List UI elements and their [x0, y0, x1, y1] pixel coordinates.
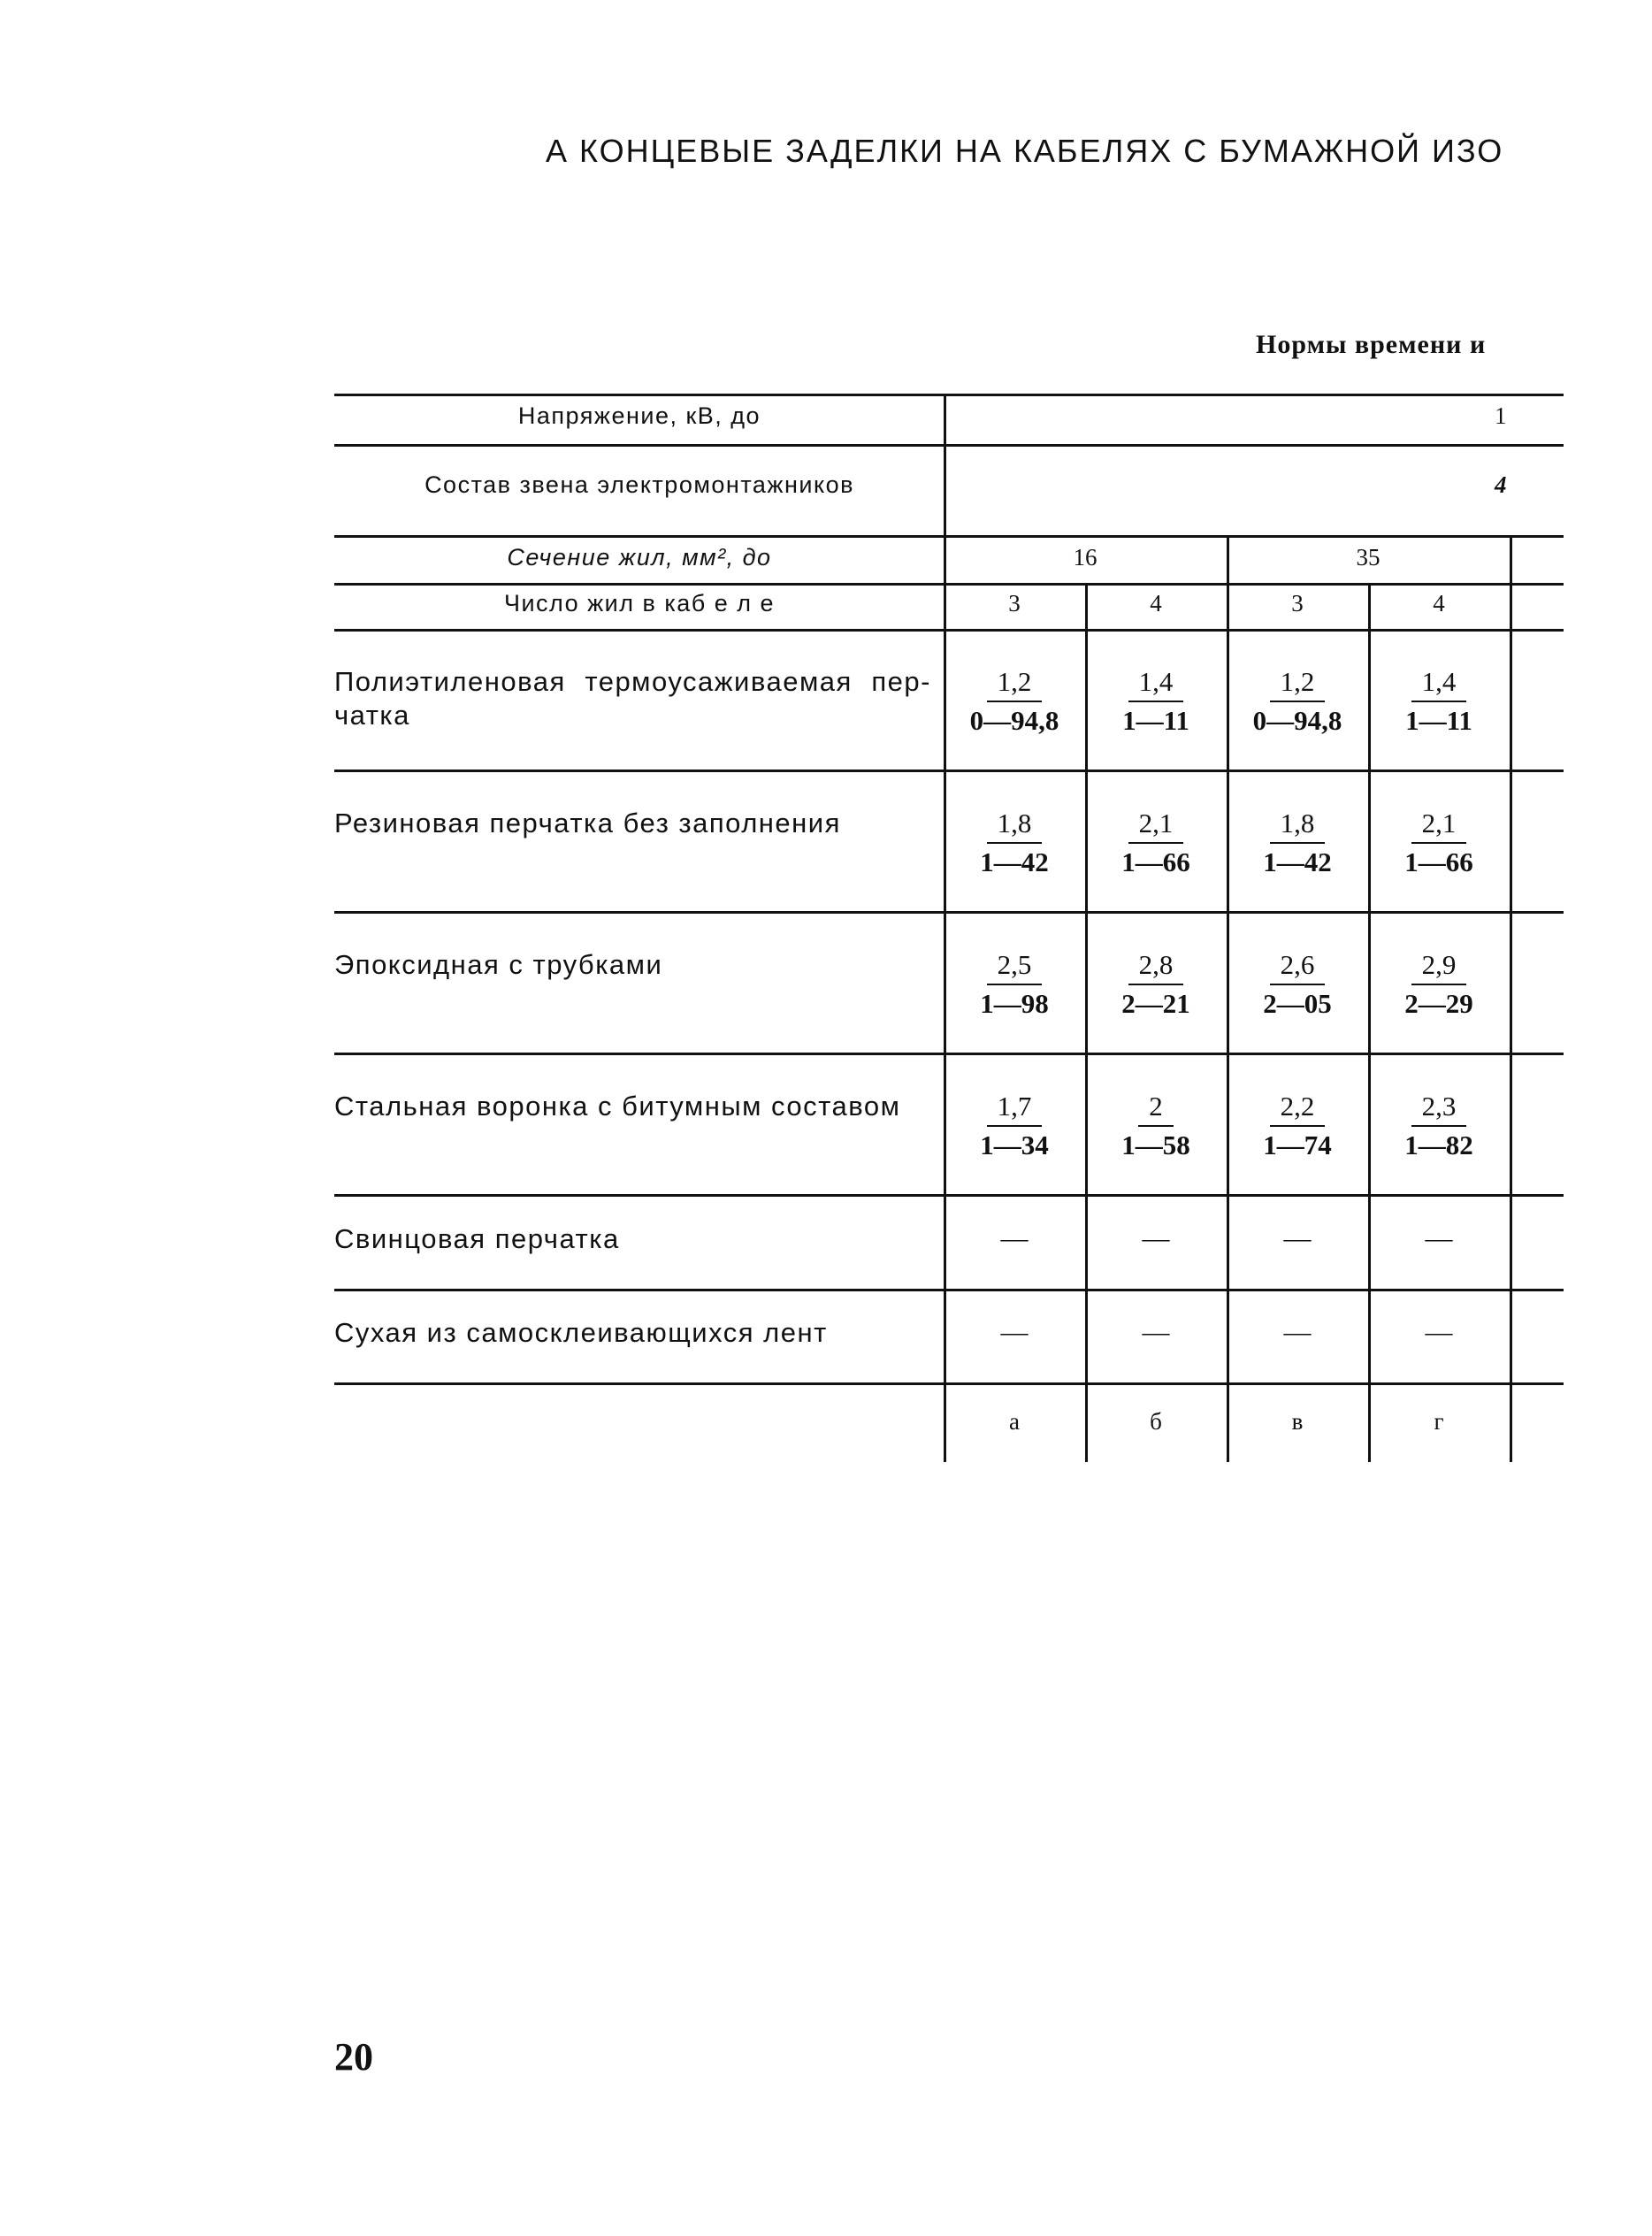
- section-heading: А КОНЦЕВЫЕ ЗАДЕЛКИ НА КАБЕЛЯХ С БУМАЖНОЙ ИЗО: [546, 133, 1504, 169]
- time-norm: 1,4: [1411, 665, 1467, 702]
- empty-cell: —: [1000, 1222, 1029, 1253]
- cores-value: 3: [1291, 590, 1304, 616]
- rule: [334, 770, 1564, 772]
- empty-cell: —: [1283, 1316, 1312, 1347]
- cores-value: 4: [1150, 590, 1162, 616]
- price: 1—74: [1263, 1129, 1332, 1160]
- cores-value: 3: [1008, 590, 1021, 616]
- time-norm: 2,9: [1411, 948, 1467, 985]
- time-norm: 2,6: [1270, 948, 1326, 985]
- rule: [334, 1053, 1564, 1055]
- row-label-polyethylene-glove: Полиэтиленовая термоусаживаемая пер-чатка: [334, 666, 931, 731]
- cores-label: Число жил в каб е л е: [503, 590, 776, 616]
- section-value-16: 16: [1073, 544, 1098, 570]
- rule: [334, 535, 1564, 538]
- norm-cell: [1368, 1090, 1510, 1164]
- empty-cell: —: [1142, 1316, 1170, 1347]
- time-norm: 1,8: [987, 807, 1043, 844]
- time-norm: 2,1: [1411, 807, 1467, 844]
- row-label-steel-funnel: Стальная воронка с битумным составом: [334, 1091, 901, 1122]
- norm-cell: [1085, 665, 1227, 739]
- rule: [334, 629, 1564, 632]
- rule-top: [334, 394, 1564, 396]
- norm-cell: [1368, 665, 1510, 739]
- column-divider: [1510, 535, 1512, 1462]
- norm-cell: [1085, 1090, 1227, 1164]
- rule: [334, 583, 1564, 586]
- time-norm: 1,8: [1270, 807, 1326, 844]
- cores-value: 4: [1433, 590, 1445, 616]
- norm-cell: [1227, 948, 1368, 1022]
- time-norm: 1,7: [987, 1090, 1043, 1127]
- price: 1—11: [1405, 705, 1472, 736]
- row-label-rubber-glove: Резиновая перчатка без заполнения: [334, 808, 841, 838]
- rule: [334, 1289, 1564, 1291]
- price: 1—98: [980, 988, 1049, 1019]
- column-letter: а: [1009, 1408, 1020, 1435]
- page-number: 20: [334, 2035, 373, 2079]
- section-label: Сечение жил, мм², до: [507, 544, 772, 570]
- norm-cell: [944, 665, 1085, 739]
- norm-cell: [1085, 948, 1227, 1022]
- price: 0—94,8: [1252, 705, 1342, 736]
- section-value-35: 35: [1356, 544, 1380, 570]
- crew-label: Состав звена электромонтажников: [424, 471, 854, 498]
- time-norm: 2,5: [987, 948, 1043, 985]
- empty-cell: —: [1425, 1316, 1453, 1347]
- column-letter: г: [1434, 1408, 1444, 1435]
- norm-cell: [944, 948, 1085, 1022]
- time-norm: 2,3: [1411, 1090, 1467, 1127]
- empty-cell: —: [1000, 1316, 1029, 1347]
- row-label-dry-tape: Сухая из самосклеивающихся лент: [334, 1317, 828, 1348]
- price: 1—66: [1404, 846, 1473, 877]
- empty-cell: —: [1142, 1222, 1170, 1253]
- price: 2—21: [1121, 988, 1190, 1019]
- column-letter: б: [1150, 1408, 1162, 1435]
- price: 1—34: [980, 1129, 1049, 1160]
- price: 0—94,8: [969, 705, 1059, 736]
- time-norm: 2,1: [1128, 807, 1184, 844]
- time-norm: 2: [1138, 1090, 1174, 1127]
- norm-cell: [944, 1090, 1085, 1164]
- column-letter: в: [1291, 1408, 1304, 1435]
- price: 1—58: [1121, 1129, 1190, 1160]
- norm-cell: [1085, 807, 1227, 881]
- norm-cell: [944, 807, 1085, 881]
- norm-cell: [1368, 948, 1510, 1022]
- crew-value: 4: [1495, 471, 1507, 498]
- voltage-label: Напряжение, кВ, до: [517, 402, 761, 429]
- rule-bottom: [334, 1382, 1564, 1385]
- time-norm: 1,2: [1270, 665, 1326, 702]
- voltage-value: 1: [1495, 402, 1507, 429]
- empty-cell: —: [1425, 1222, 1453, 1253]
- norm-cell: [1227, 665, 1368, 739]
- time-norm: 1,4: [1128, 665, 1184, 702]
- time-norm: 1,2: [987, 665, 1043, 702]
- price: 1—42: [1263, 846, 1332, 877]
- rule: [334, 444, 1564, 447]
- row-label-lead-glove: Свинцовая перчатка: [334, 1223, 620, 1254]
- empty-cell: —: [1283, 1222, 1312, 1253]
- norm-cell: [1368, 807, 1510, 881]
- price: 1—82: [1404, 1129, 1473, 1160]
- rule: [334, 1194, 1564, 1197]
- rule: [334, 911, 1564, 914]
- time-norm: 2,2: [1270, 1090, 1326, 1127]
- price: 2—05: [1263, 988, 1332, 1019]
- price: 2—29: [1404, 988, 1473, 1019]
- row-label-epoxy: Эпоксидная с трубками: [334, 949, 663, 980]
- table-caption: Нормы времени и: [1256, 330, 1487, 359]
- price: 1—42: [980, 846, 1049, 877]
- price: 1—66: [1121, 846, 1190, 877]
- norm-cell: [1227, 807, 1368, 881]
- norm-cell: [1227, 1090, 1368, 1164]
- price: 1—11: [1122, 705, 1189, 736]
- time-norm: 2,8: [1128, 948, 1184, 985]
